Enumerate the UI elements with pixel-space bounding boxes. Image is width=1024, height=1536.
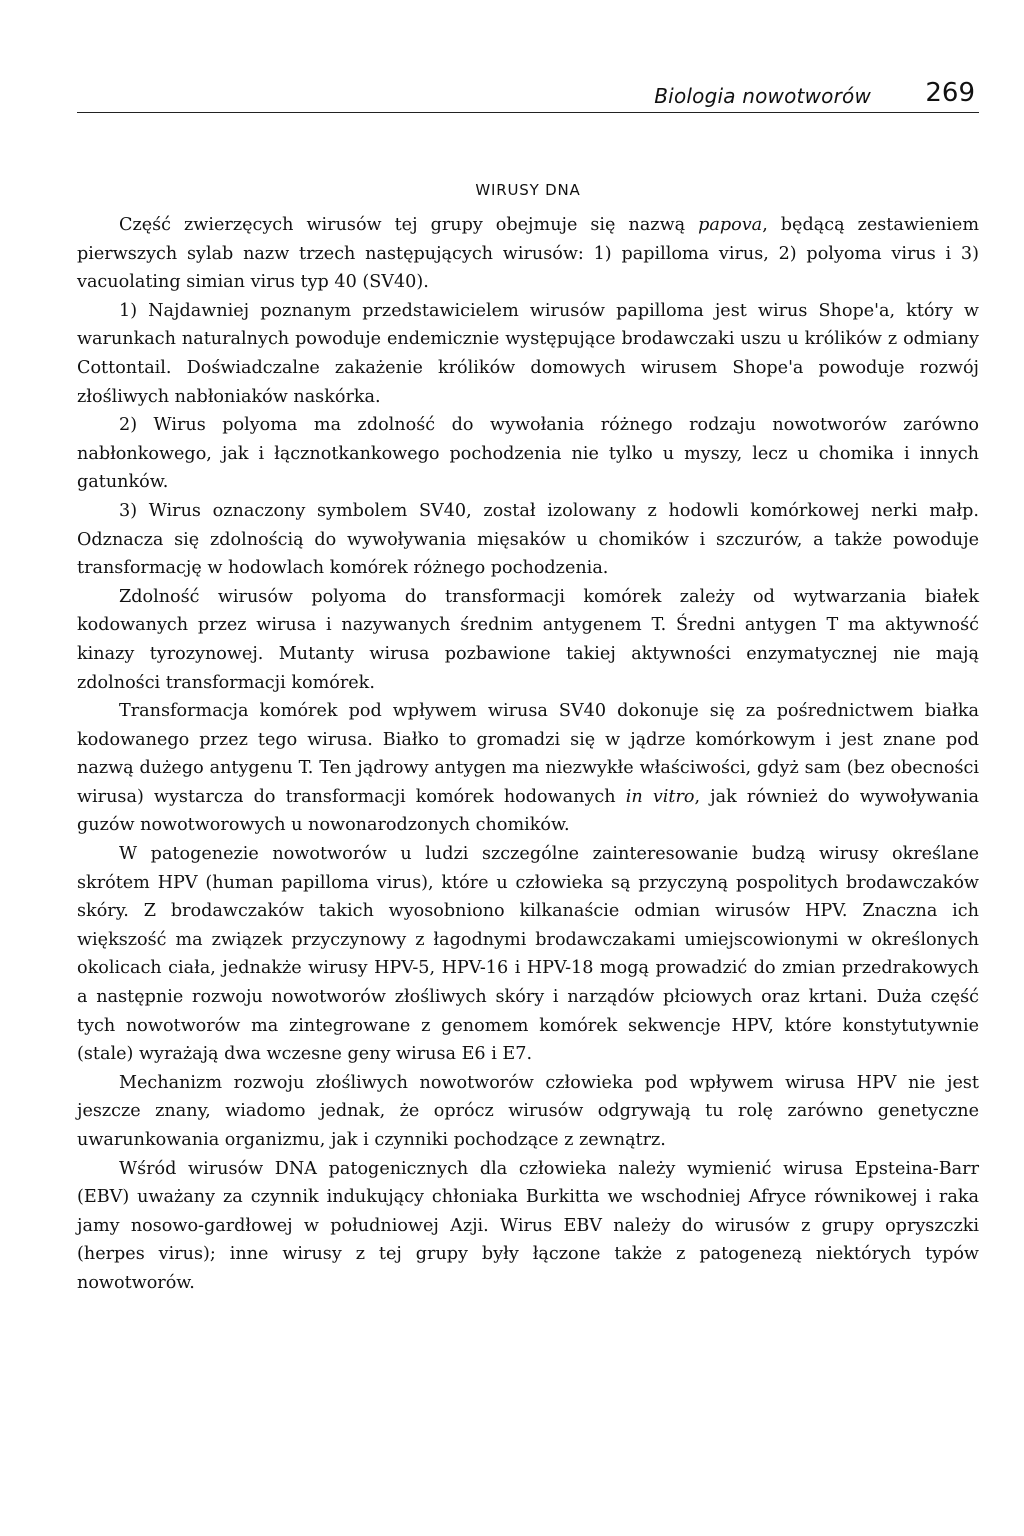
paragraph-sv40-transformation: Transformacja komórek pod wpływem wirusa SV40 dokonuje się za pośrednictwem białka kodowanego przez tego wirusa. Białko to gromadzi się w jądrze komórkowym i jest znane pod nazwą dużego antygenu T. Ten jądrowy antygen ma niezwykłe właściwości, gdyż sam (bez obecności wirusa) wystarcza do transformacji komórek hodowanych in vitro, jak również do wywoływania guzów nowotworowych u nowonarodzonych chomików.	[77, 701, 979, 836]
paragraph-ebv: Wśród wirusów DNA patogenicznych dla człowieka należy wymienić wirusa Epsteina-Barr (EBV) uważany za czynnik indukujący chłoniaka Burkitta we wschodniej Afryce równikowej i raka jamy nosowo-gardłowej w południowej Azji. Wirus EBV należy do wirusów z grupy opryszczki (herpes virus); inne wirusy z tej grupy były łączone także z patogenezą niektórych typów nowotworów.	[77, 1158, 979, 1293]
running-header	[77, 72, 979, 113]
italic-term-in-vitro: in vitro	[625, 786, 695, 807]
paragraph-polyoma: 2) Wirus polyoma ma zdolność do wywołania różnego rodzaju nowotworów zarówno nabłonkowego, jak i łącznotkankowego pochodzenia nie tylko u myszy, lecz u chomika i innych gatunków.	[77, 415, 979, 493]
paragraph-hpv: W patogenezie nowotworów u ludzi szczególne zainteresowanie budzą wirusy określane skrótem HPV (human papilloma virus), które u człowieka są przyczyną pospolitych brodawczaków skóry. Z brodawczaków takich wyosobniono kilkanaście odmian wirusów HPV. Znaczna ich większość ma związek przyczynowy z łagodnymi brodawczakami umiejscowionymi w określonych okolicach ciała, jednakże wirusy HPV-5, HPV-16 i HPV-18 mogą prowadzić do zmian przedrakowych a następnie rozwoju nowotworów złośliwych skóry i narządów płciowych oraz krtani. Duża część tych nowotworów ma zintegrowane z genomem komórek sekwencje HPV, które konstytutywnie (stale) wyrażają dwa wczesne geny wirusa E6 i E7.	[77, 844, 979, 1065]
body-text	[77, 211, 979, 1298]
paragraph-hpv-mechanism: Mechanizm rozwoju złośliwych nowotworów człowieka pod wpływem wirusa HPV nie jest jeszcze znany, wiadomo jednak, że oprócz wirusów odgrywają tu rolę zarówno genetyczne uwarunkowania organizmu, jak i czynniki pochodzące z zewnątrz.	[77, 1072, 979, 1150]
section-heading: WIRUSY DNA	[475, 181, 581, 199]
paragraph-sv40: 3) Wirus oznaczony symbolem SV40, został izolowany z hodowli komórkowej nerki małp. Odznacza się zdolnością do wywoływania mięsaków u chomików i szczurów, a także powoduje transformację w hodowlach komórek różnego pochodzenia.	[77, 500, 979, 579]
book-page	[77, 72, 979, 1298]
page-number: 269	[925, 78, 975, 108]
italic-term-papova: papova	[698, 215, 763, 235]
paragraph-antigen-t: Zdolność wirusów polyoma do transformacji komórek zależy od wytwarzania białek kodowanych przez wirusa i nazywanych średnim antygenem T. Średni antygen T ma aktywność kinazy tyrozynowej. Mutanty wirusa pozbawione takiej aktywności enzymatycznej nie mają zdolności transformacji komórek.	[77, 586, 979, 693]
paragraph-papilloma: 1) Najdawniej poznanym przedstawicielem wirusów papilloma jest wirus Shope'a, który w warunkach naturalnych powoduje endemicznie występujące brodawczaki uszu u królików z odmiany Cottontail. Doświadczalne zakażenie królików domowych wirusem Shope'a powoduje rozwój złośliwych nabłoniaków naskórka.	[77, 300, 979, 407]
paragraph-papova: Część zwierzęcych wirusów tej grupy obejmuje się nazwą papova, będącą zestawieniem pierwszych sylab nazw trzech następujących wirusów: 1) papilloma virus, 2) polyoma virus i 3) vacuolating simian virus typ 40 (SV40).	[77, 215, 979, 293]
running-title: Biologia nowotworów	[654, 84, 871, 108]
